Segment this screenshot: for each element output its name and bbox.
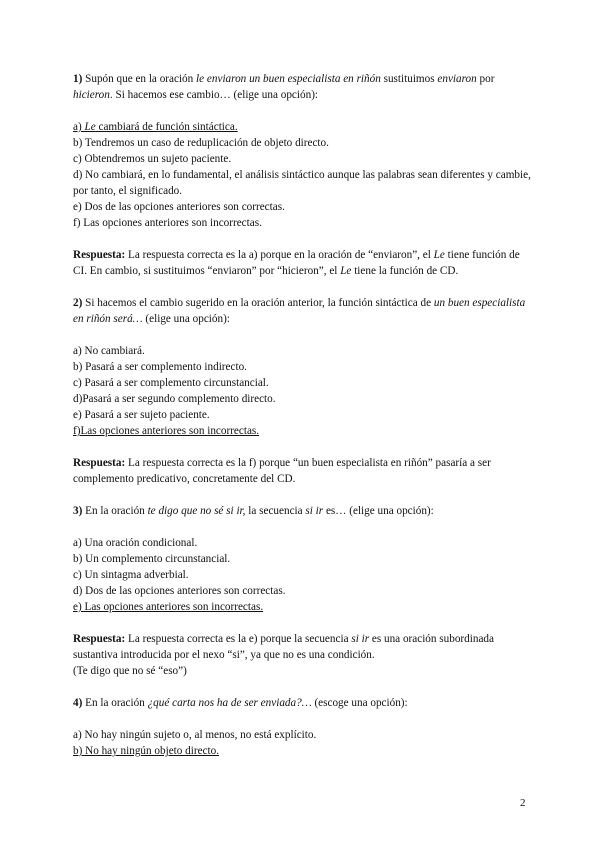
question-3-answer-example: (Te digo que no sé “eso”) <box>73 665 187 677</box>
question-2-option-e: e) Pasará a ser sujeto paciente. <box>73 409 210 421</box>
question-2-option-b: b) Pasará a ser complemento indirecto. <box>73 361 247 373</box>
question-2-prompt: 2) Si hacemos el cambio sugerido en la oración anterior, la función sintáctica de un buen especialista en riñón será… (elige una opción): <box>73 297 526 325</box>
question-number: 4) <box>73 697 83 709</box>
question-3-option-d: d) Dos de las opciones anteriores son correctas. <box>73 585 286 597</box>
question-4-option-b: b) No hay ningún objeto directo. <box>73 745 220 757</box>
page-number: 2 <box>520 797 526 809</box>
answer-label: Respuesta: <box>73 457 126 469</box>
question-2-option-f: f)Las opciones anteriores son incorrectas. <box>73 425 260 437</box>
question-3-option-a: a) Una oración condicional. <box>73 537 198 549</box>
answer-label: Respuesta: <box>73 249 126 261</box>
question-4-option-a: a) No hay ningún sujeto o, al menos, no está explícito. <box>73 729 317 741</box>
question-number: 1) <box>73 73 83 85</box>
question-3-option-b: b) Un complemento circunstancial. <box>73 553 231 565</box>
question-2-answer: Respuesta: La respuesta correcta es la f) porque “un buen especialista en riñón” pasaría a ser complemento predicativo, concretamente del CD. <box>73 457 491 485</box>
question-1-option-c: c) Obtendremos un sujeto paciente. <box>73 153 232 165</box>
question-1-option-a: a) Le cambiará de función sintáctica. <box>73 121 238 133</box>
question-1-answer: Respuesta: La respuesta correcta es la a) porque en la oración de “enviaron”, el Le tiene función de CI. En cambio, si sustituimos “enviaron” por “hicieron”, el Le tiene la función de CD. <box>73 249 520 277</box>
question-1-option-b: b) Tendremos un caso de reduplicación de objeto directo. <box>73 137 329 149</box>
answer-label: Respuesta: <box>73 633 126 645</box>
question-1-option-f: f) Las opciones anteriores son incorrectas. <box>73 217 262 229</box>
question-3-option-e: e) Las opciones anteriores son incorrectas. <box>73 601 264 613</box>
question-2-option-d: d)Pasará a ser segundo complemento directo. <box>73 393 276 405</box>
question-1-option-e: e) Dos de las opciones anteriores son correctas. <box>73 201 285 213</box>
question-1-option-d: d) No cambiará, en lo fundamental, el análisis sintáctico aunque las palabras sean diferentes y cambie, por tanto, el significado. <box>73 169 531 197</box>
question-1-prompt: 1) Supón que en la oración le enviaron un buen especialista en riñón sustituimos enviaron por hicieron. Si hacemos ese cambio… (elige una opción): <box>73 73 495 101</box>
question-4-prompt: 4) En la oración ¿qué carta nos ha de ser enviada?… (escoge una opción): <box>73 697 408 709</box>
question-number: 2) <box>73 297 83 309</box>
question-3-answer: Respuesta: La respuesta correcta es la e) porque la secuencia si ir es una oración subordinada sustantiva introducida por el nexo “si”, ya que no es una condición. <box>73 633 494 661</box>
page-content <box>73 71 533 759</box>
question-3-prompt: 3) En la oración te digo que no sé si ir, la secuencia si ir es… (elige una opción): <box>73 505 434 517</box>
question-2-option-a: a) No cambiará. <box>73 345 145 357</box>
question-3-option-c: c) Un sintagma adverbial. <box>73 569 189 581</box>
question-2-option-c: c) Pasará a ser complemento circunstancial. <box>73 377 269 389</box>
question-number: 3) <box>73 505 83 517</box>
